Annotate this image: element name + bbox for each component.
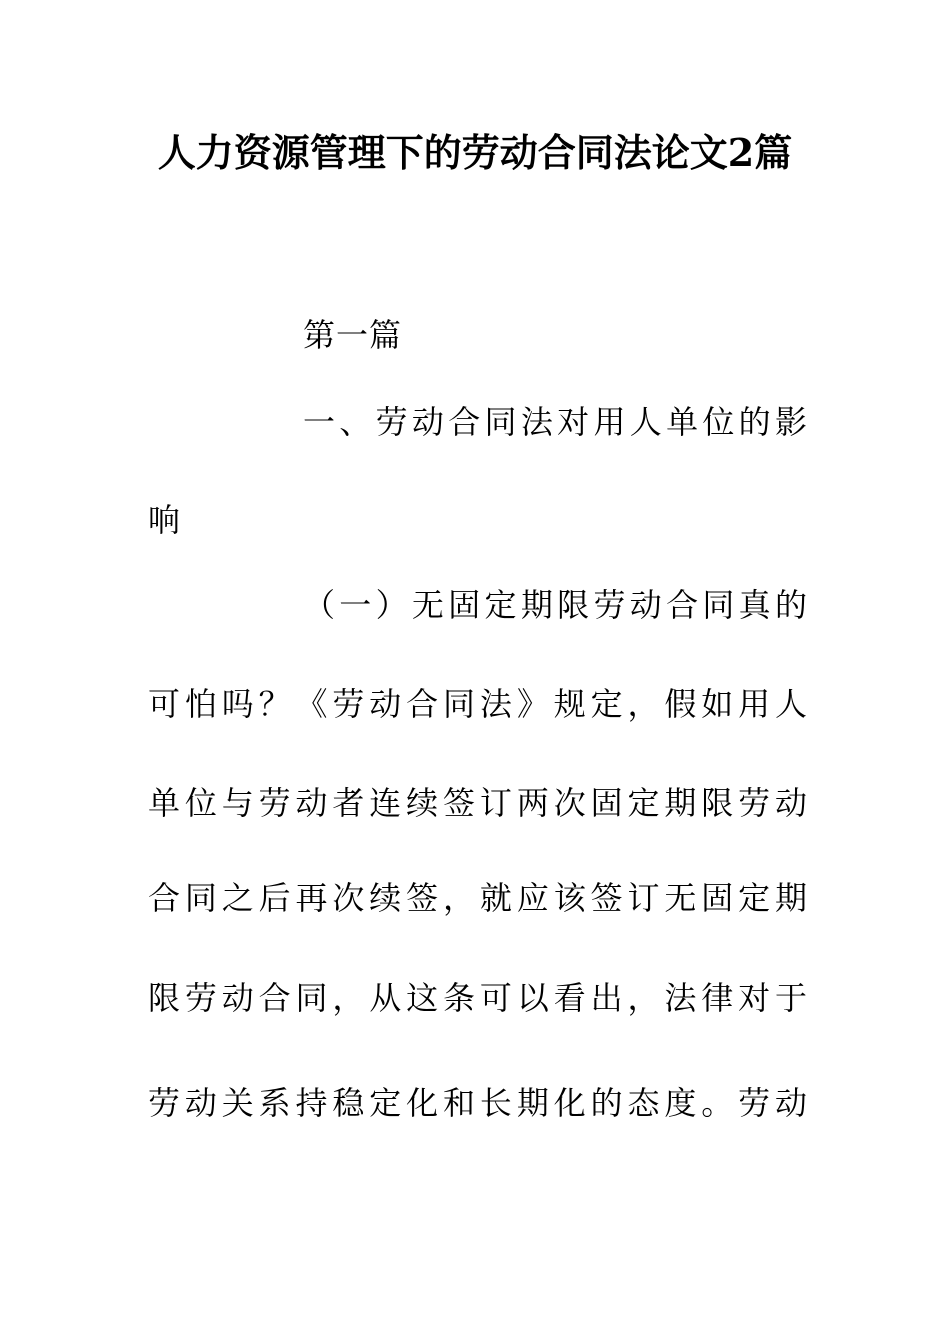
paragraph-line: 单位与劳动者连续签订两次固定期限劳动 <box>148 784 808 822</box>
part-label: 第一篇 <box>303 316 403 354</box>
paragraph-line: 合同之后再次续签，就应该签订无固定期 <box>148 879 808 917</box>
heading-2-line-1: （一）无固定期限劳动合同真的 <box>303 586 808 624</box>
heading-1-line-2: 响 <box>148 501 182 539</box>
paragraph-line: 限劳动合同，从这条可以看出，法律对于 <box>148 979 808 1017</box>
heading-1-line-1: 一、劳动合同法对用人单位的影 <box>303 403 808 441</box>
document-title: 人力资源管理下的劳动合同法论文2篇 <box>157 130 793 175</box>
paragraph-line: 劳动关系持稳定化和长期化的态度。劳动 <box>148 1084 808 1122</box>
paragraph-line: 可怕吗？《劳动合同法》规定，假如用人 <box>148 685 808 723</box>
